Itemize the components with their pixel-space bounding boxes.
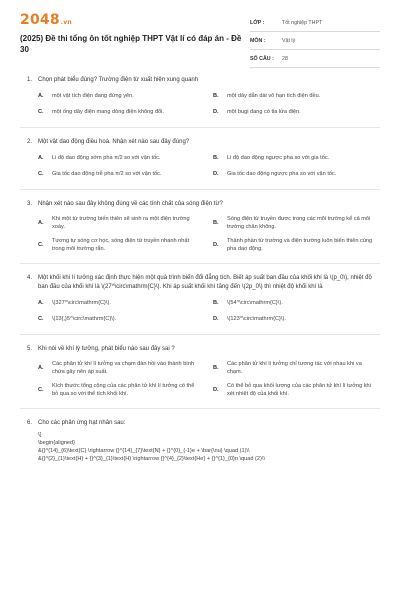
question-number: 4. [26,275,32,281]
meta-value: Vật lý [282,37,296,44]
option-letter: B. [213,365,219,371]
option-text: \(13{,}5^\circ\mathrm{C}\). [52,316,117,322]
option-letter: D. [213,387,219,393]
question-divider [20,408,380,409]
question-text: Một khối khí lí tưởng xác định thực hiện một quá trình biến đổi đẳng tích. Biết áp suất ban đầu của khối khí là \(p_0\), nhiệt độ ban đầu của khối khí là \(27^\circ\mathrm{C}\). Khi áp suất khối khí tăng đến \(2p_0\) thì nhiệt độ khối khí là [38,275,372,290]
option-text: \(327^\circ\mathrm{C}\). [52,300,111,306]
question-text: Nhận xét nào sau đây không đúng về các tính chất của sóng điện từ? [38,201,223,207]
latex-line: &{}^{2}_{1}\text{H} + {}^{3}_{1}\text{H} \rightarrow {}^{4}_{2}\text{He} + {}^{1}_{0}n \quad (2)\\ [38,456,265,462]
option-text: Các phân tử khí lí tưởng chỉ tương tác với nhau khi va chạm. [227,361,362,375]
option-letter: C. [38,171,44,177]
latex-line: \begin{aligned} [38,440,76,446]
option-letter: B. [213,220,219,226]
option-text: một bugi đang có tia lửa điện. [227,109,301,115]
question-text: Một vật dao động điều hoà. Nhận xét nào sau đây đúng? [38,139,190,145]
question-divider [20,263,380,264]
option-d[interactable] [213,314,380,324]
option-letter: A. [38,365,44,371]
option-letter: B. [213,155,219,161]
option-a[interactable] [38,91,205,101]
question-number: 1. [26,77,32,83]
option-text: Gia tốc dao động ngược pha so với vận tốc. [227,171,337,177]
option-text: \(123^\circ\mathrm{C}\). [227,316,286,322]
option-d[interactable] [213,382,380,398]
option-letter: B. [213,93,219,99]
meta-row-class [250,14,380,32]
question-divider [20,127,380,128]
option-text: một dây dẫn dài vô hạn tích điện đều. [227,93,321,99]
option-letter: A. [38,93,44,99]
question-divider [20,189,380,190]
option-letter: D. [213,316,219,322]
option-a[interactable] [38,153,205,163]
meta-value: Tốt nghiệp THPT [282,19,323,26]
option-a[interactable] [38,360,205,376]
option-d[interactable] [213,237,380,253]
option-c[interactable] [38,382,205,398]
option-text: \(54^\circ\mathrm{C}\). [227,300,283,306]
question-number: 3. [26,201,32,207]
question-4 [0,274,400,324]
option-c[interactable] [38,237,205,253]
question-number: 6. [26,420,32,426]
option-letter: B. [213,300,219,306]
option-letter: C. [38,316,44,322]
option-letter: D. [213,171,219,177]
option-letter: A. [38,300,44,306]
option-text: Khi một từ trường biến thiên sẽ sinh ra một điện trường xoáy. [52,216,190,230]
option-letter: C. [38,387,44,393]
option-letter: D. [213,109,219,115]
exam-meta [250,14,380,68]
meta-value: 28 [282,55,288,62]
logo-tld: .vn [60,19,72,26]
question-6 [0,419,400,428]
page-header [0,0,400,68]
option-c[interactable] [38,107,205,117]
question-2 [0,138,400,179]
question-divider [20,334,380,335]
option-letter: C. [38,242,44,248]
option-letter: C. [38,109,44,115]
option-b[interactable] [213,360,380,376]
option-letter: D. [213,242,219,248]
exam-title: (2025) Đề thi tổng ôn tốt nghiệp THPT Vật lí có đáp án - Đề 30 [20,34,242,54]
question-text: Chọn phát biểu đúng? Trường điện từ xuất hiện xung quanh [38,77,199,83]
option-text: Tương tự sóng cơ học, sóng điện từ truyền nhanh nhất trong môi trường rắn. [52,238,190,252]
option-c[interactable] [38,169,205,179]
option-b[interactable] [213,298,380,308]
meta-label: LỚP : [250,19,265,26]
site-logo[interactable] [20,12,72,28]
latex-line: \[ [38,432,42,438]
question-3 [0,200,400,253]
option-d[interactable] [213,107,380,117]
option-text: Li độ dao động sớm pha π/2 so với vận tốc. [52,155,161,161]
option-b[interactable] [213,215,380,231]
option-text: Các phân tử khí lí tưởng va chạm đàn hồi vào thành bình chứa gây nên áp suất. [52,361,195,375]
option-text: một ống dây điện mang dòng điện không đổi. [52,109,164,115]
option-text: Có thể bỏ qua khối lượng của các phân tử khí lí tưởng khi xét nhiệt độ của khối khí. [227,383,371,397]
option-letter: A. [38,220,44,226]
option-b[interactable] [213,91,380,101]
option-text: Sóng điện từ truyền được trong các môi trường kể cả môi trường chân không. [227,216,371,230]
latex-block [0,431,400,463]
option-a[interactable] [38,215,205,231]
latex-line: &{}^{14}_{6}\text{C} \rightarrow {}^{14}_{7}\text{N} + {}^{0}_{-1}e + \bar{\nu} \quad (1)\\ [38,448,250,454]
option-b[interactable] [213,153,380,163]
question-1 [0,76,400,117]
question-text: Khi nói về khí lý tưởng, phát biểu nào sau đây sai ? [38,346,175,352]
meta-row-count [250,50,380,68]
question-list [0,76,400,463]
option-text: Gia tốc dao động trễ pha π/2 so với vận tốc. [52,171,162,177]
question-text: Cho các phản ứng hạt nhân sau: [38,420,126,426]
question-number: 5. [26,346,32,352]
meta-label: MÔN : [250,37,266,44]
option-letter: A. [38,155,44,161]
meta-label: SỐ CÂU : [250,55,274,62]
option-text: Kích thước tổng cộng của các phân tử khí lí tưởng có thể bỏ qua so với thể tích khối khí. [52,383,195,397]
option-text: một vật tích điện đang đứng yên. [52,93,134,99]
option-text: Thành phần từ trường và điện trường luôn biến thiên cùng pha dao động. [227,238,373,252]
logo-main: 2048 [20,12,60,28]
option-c[interactable] [38,314,205,324]
option-text: Li độ dao động ngược pha so với gia tốc. [227,155,330,161]
meta-row-subject [250,32,380,50]
question-number: 2. [26,139,32,145]
option-a[interactable] [38,298,205,308]
option-d[interactable] [213,169,380,179]
question-5 [0,345,400,398]
